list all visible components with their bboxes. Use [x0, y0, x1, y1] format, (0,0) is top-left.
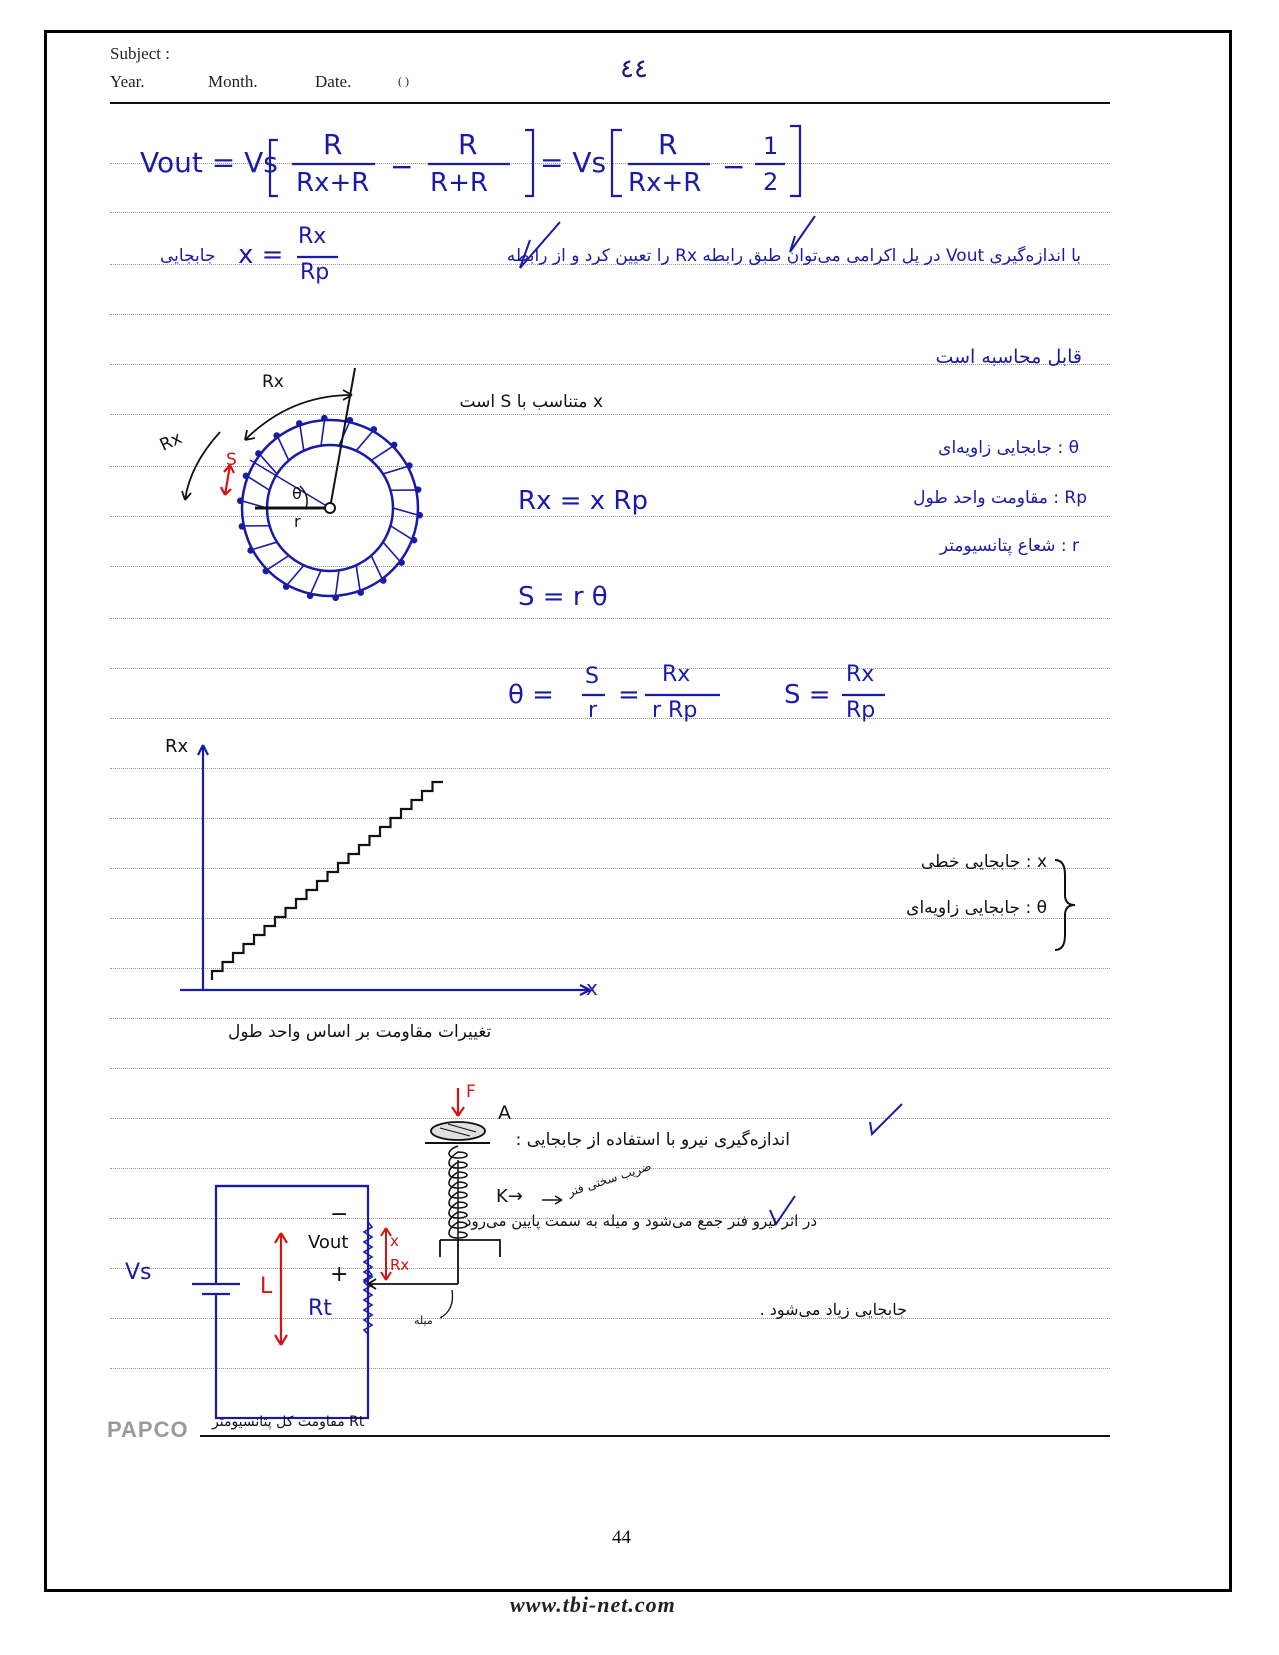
rt-caption: Rt مقاومت کل پتانسیومتر	[212, 1414, 365, 1430]
ring-rx-top: Rx	[262, 372, 284, 392]
month-label: Month.	[208, 72, 258, 91]
minus-terminal: −	[330, 1202, 349, 1227]
axis-y-label: Rx	[165, 736, 189, 757]
papco-brand: PAPCO	[107, 1417, 189, 1442]
theta-f1-den: r	[588, 698, 598, 723]
minus-sign-2: −	[722, 150, 746, 183]
note-measurable: قابل محاسبه است	[935, 346, 1082, 368]
frac2-num: R	[458, 128, 478, 161]
ring-r: r	[294, 512, 301, 531]
theta-eq2: =	[618, 680, 640, 710]
vout-lhs: Vout = Vs	[140, 146, 278, 179]
vout-mid: = Vs	[540, 146, 607, 179]
theta-lhs: θ =	[508, 680, 554, 710]
theta-f1-num: S	[585, 664, 599, 689]
frac3-num: R	[658, 128, 678, 161]
frac4-den: 2	[763, 168, 779, 196]
axis-x-label: x	[586, 976, 598, 1000]
check-marks	[520, 216, 902, 1224]
note-line2: با اندازه‌گیری Vout در پل اکرامی می‌توان طبق رابطه Rx را تعیین کرد و از رابطه	[506, 246, 1081, 266]
staircase-graph	[180, 745, 590, 995]
ring-s: S	[226, 450, 237, 470]
date-label: Date.	[315, 72, 352, 91]
graph-caption: تغییرات مقاومت بر اساس واحد طول	[228, 1022, 492, 1042]
note-rp-desc: Rp : مقاومت واحد طول	[913, 488, 1087, 508]
frac1-den: Rx+R	[296, 168, 370, 198]
force-circuit	[192, 1088, 562, 1418]
spring-label: ضریب سختی فنر	[565, 1158, 654, 1200]
force-desc2: جابجایی زیاد می‌شود .	[759, 1300, 907, 1319]
s2-num: Rx	[846, 662, 875, 687]
s2-den: Rp	[846, 698, 876, 723]
ring-potentiometer	[182, 368, 422, 600]
note-line2-tail: جابجایی	[160, 246, 216, 266]
website-footer: www.tbi-net.com	[510, 1592, 676, 1617]
spring-K: K→	[496, 1186, 523, 1207]
x-def-den: Rp	[300, 260, 330, 285]
year-label: Year.	[110, 72, 145, 91]
brace	[1055, 860, 1075, 950]
ring-theta: θ	[292, 484, 302, 503]
force-F: F	[466, 1082, 476, 1102]
note-x-linear: x : جابجایی خطی	[920, 852, 1047, 872]
force-title: اندازه‌گیری نیرو با استفاده از جابجایی :	[515, 1130, 790, 1150]
frac3-den: Rx+R	[628, 168, 702, 198]
force-desc: در اثر نیرو فنر جمع می‌شود و میله به سمت پایین می‌رود	[464, 1212, 817, 1230]
red-x: x	[390, 1232, 399, 1250]
subject-label: Subject :	[110, 44, 170, 63]
x-def-lhs: x =	[238, 240, 284, 270]
note-r-desc: r : شعاع پتانسیومتر	[939, 536, 1079, 556]
vout-label: Vout	[308, 1232, 349, 1253]
s2-lhs: S =	[784, 680, 831, 710]
rx-equation: Rx = x Rp	[518, 486, 648, 516]
x-def-num: Rx	[298, 224, 327, 249]
source-vs: Vs	[125, 1260, 152, 1285]
note-theta-desc: θ : جابجایی زاویه‌ای	[938, 438, 1079, 458]
rod-label: میله	[414, 1314, 433, 1327]
note-proportional: x متناسب با S است	[459, 392, 603, 412]
minus-sign: −	[390, 150, 414, 183]
page-number: 44	[612, 1527, 631, 1548]
s-equation: S = r θ	[518, 582, 608, 612]
frac4-num: 1	[763, 132, 779, 160]
theta-f2-num: Rx	[662, 662, 691, 687]
date-parens: ( )	[398, 74, 409, 88]
length-L: L	[260, 1274, 273, 1299]
theta-f2-den: r Rp	[652, 698, 698, 723]
rt-label: Rt	[308, 1296, 332, 1321]
handwritten-page-number: ٤٤	[620, 54, 648, 84]
note-theta-angular: θ : جابجایی زاویه‌ای	[906, 898, 1047, 918]
frac1-num: R	[323, 128, 343, 161]
ring-rx-side: Rx	[156, 428, 186, 456]
frac2-den: R+R	[430, 168, 488, 198]
plate-A: A	[498, 1102, 511, 1124]
red-rx: Rx	[390, 1256, 410, 1274]
plus-terminal: +	[330, 1262, 349, 1287]
